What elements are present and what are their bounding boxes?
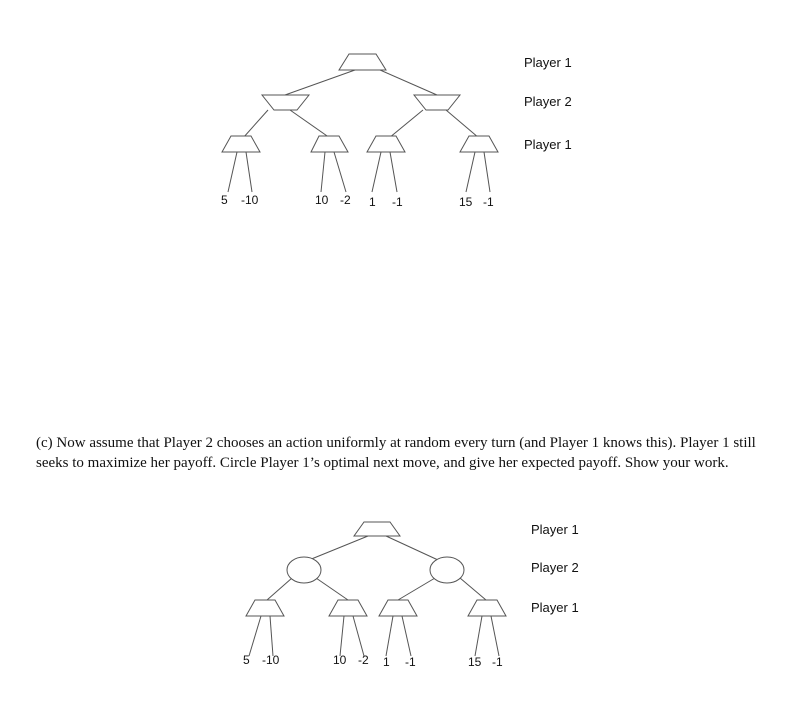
tree2-leaf-value: -2 bbox=[358, 653, 369, 667]
tree2-root-max-node bbox=[354, 522, 400, 536]
tree1-max-node bbox=[311, 136, 348, 152]
tree2-edge bbox=[270, 616, 273, 656]
tree2-edge bbox=[386, 536, 438, 560]
tree2-edge bbox=[491, 616, 499, 656]
tree1-min-node bbox=[414, 95, 460, 110]
tree2-leaf-value: -1 bbox=[492, 655, 503, 669]
tree2-edge bbox=[267, 578, 292, 600]
tree2-max-node bbox=[379, 600, 417, 616]
tree2-level-label: Player 1 bbox=[531, 522, 579, 537]
question-text: (c) Now assume that Player 2 chooses an action uniformly at random every turn (and Player 1 knows this). Player 1 still seeks to maximize her payoff. Circle Player 1’s optimal next move, and give her expected payoff. Show your work. bbox=[36, 435, 756, 471]
tree1-leaf-value: -1 bbox=[483, 195, 494, 209]
tree2-max-node bbox=[329, 600, 367, 616]
tree1-level-label: Player 1 bbox=[524, 137, 572, 152]
tree1-edge bbox=[484, 152, 490, 192]
tree1-leaf-value: -10 bbox=[241, 193, 259, 207]
tree1-level-label: Player 2 bbox=[524, 94, 572, 109]
tree1-leaf-value: -1 bbox=[392, 195, 403, 209]
tree1-edge bbox=[246, 152, 252, 192]
tree1-leaf-value: 1 bbox=[369, 195, 376, 209]
tree1-edge bbox=[446, 110, 479, 138]
tree2-max-node bbox=[468, 600, 506, 616]
tree1-edge bbox=[334, 152, 346, 192]
tree1-edge bbox=[243, 110, 268, 138]
tree2-leaf-value: 10 bbox=[333, 653, 347, 667]
tree2-edge bbox=[460, 578, 486, 600]
tree2-chance-node bbox=[287, 557, 321, 583]
tree2-leaf-value: 1 bbox=[383, 655, 390, 669]
tree1-edge bbox=[290, 110, 330, 138]
tree2-leaf-value: -1 bbox=[405, 655, 416, 669]
tree2-edge bbox=[249, 616, 261, 656]
tree1-min-node bbox=[262, 95, 309, 110]
tree2-edge bbox=[316, 578, 348, 600]
tree1-edge bbox=[380, 70, 437, 95]
tree2-edge bbox=[340, 616, 344, 656]
tree1-edge bbox=[390, 152, 397, 192]
tree2-edge bbox=[309, 536, 368, 560]
tree2-edge bbox=[475, 616, 482, 656]
tree2-edge bbox=[398, 578, 435, 600]
tree2-leaf-value: 5 bbox=[243, 653, 250, 667]
tree1-leaf-value: -2 bbox=[340, 193, 351, 207]
tree2-edge bbox=[402, 616, 411, 656]
tree1-edge bbox=[389, 110, 423, 138]
tree2-chance-node bbox=[430, 557, 464, 583]
tree2-max-node bbox=[246, 600, 284, 616]
tree1-root-max-node bbox=[339, 54, 386, 70]
tree1-max-node bbox=[460, 136, 498, 152]
tree1-level-label: Player 1 bbox=[524, 55, 572, 70]
tree1-edge bbox=[285, 70, 355, 95]
tree1-edge bbox=[466, 152, 475, 192]
tree1-leaf-value: 15 bbox=[459, 195, 473, 209]
tree1-edge bbox=[228, 152, 237, 192]
tree1-max-node bbox=[222, 136, 260, 152]
tree2-leaf-value: 15 bbox=[468, 655, 482, 669]
tree2-level-label: Player 1 bbox=[531, 600, 579, 615]
tree1-edge bbox=[321, 152, 325, 192]
tree2-leaf-value: -10 bbox=[262, 653, 280, 667]
tree1-edge bbox=[372, 152, 381, 192]
tree2-edge bbox=[353, 616, 364, 656]
tree2-level-label: Player 2 bbox=[531, 560, 579, 575]
tree2-edge bbox=[386, 616, 393, 656]
tree1-leaf-value: 5 bbox=[221, 193, 228, 207]
tree1-leaf-value: 10 bbox=[315, 193, 329, 207]
tree1-max-node bbox=[367, 136, 405, 152]
